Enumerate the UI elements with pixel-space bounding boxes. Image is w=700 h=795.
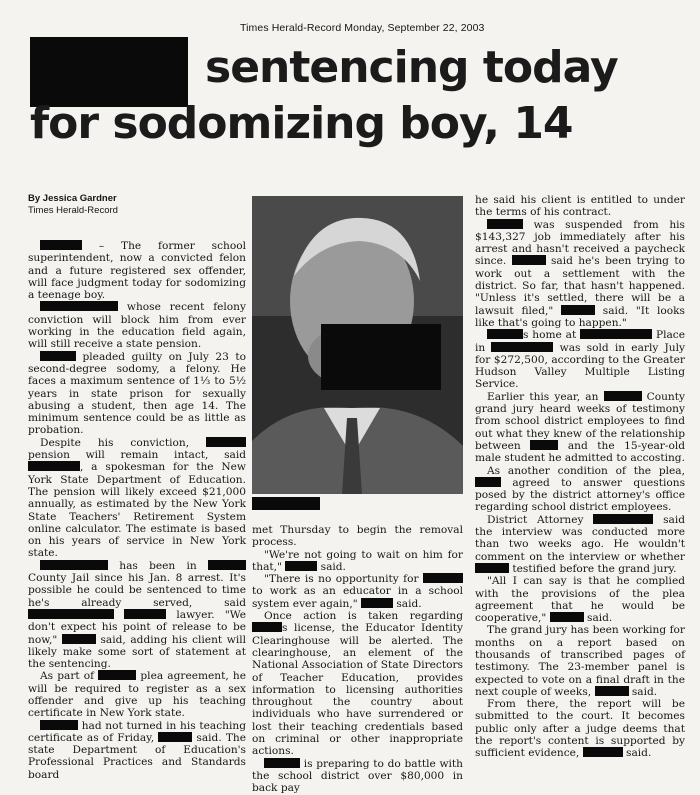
article-text (28, 301, 246, 350)
headline (30, 40, 690, 152)
article-text: and the 15-year-old male student he admitted to accosting. (475, 439, 685, 465)
article-text (475, 465, 685, 514)
redaction-bar (264, 758, 300, 768)
article-text: he said his client is entitled to under the terms of his contract. (475, 194, 685, 219)
article-text (252, 573, 463, 610)
article-text: As part of (40, 670, 99, 683)
article-text: said the interview was conducted more than two weeks ago. He wouldn't comment on the interview or whether (475, 513, 686, 563)
article-text: met Thursday to begin the removal process. (252, 524, 463, 549)
redaction-bar (561, 305, 595, 315)
article-text (252, 549, 463, 574)
article-text: was suspended from his $143,327 job immediately after his arrest and hasn't received a paycheck since. (475, 218, 685, 268)
article-text: , a spokesman for the New York State Department of Education. The pension will likely exceed $21,000 annually, as estimated by the New York State Teachers' Retirement System online calculator. The estimate is based on his years of service in New York state. (28, 461, 246, 560)
redaction-bar (40, 301, 118, 311)
dateline: Times Herald-Record Monday, September 22, 2003 (240, 22, 485, 34)
redaction-bar (595, 686, 629, 696)
article-text: said. (622, 747, 652, 760)
redaction-bar (40, 560, 108, 570)
article-text (28, 670, 246, 719)
article-text: agreed to answer questions posed by the district attorney's office regarding school district employees. (475, 476, 685, 514)
article-text (475, 219, 685, 330)
redaction-bar (361, 598, 393, 608)
redaction-bar (550, 612, 584, 622)
article-text: County Jail since his Jan. 8 arrest. It's possible he could be sentenced to time he's already served, said (28, 572, 246, 609)
article-column-2 (252, 524, 463, 795)
article-text (28, 720, 246, 781)
article-text: lawyer. "We don't expect his point of release to be now," (28, 608, 246, 646)
article-text: whose recent felony conviction will block him from ever working in the education field again, will still receive a state pension. (28, 301, 246, 351)
article-text: From there, the report will be submitted to the court. It becomes public only after a judge deems that the report's content is supported by sufficient evidence, (475, 698, 685, 760)
redaction-bar (208, 560, 246, 570)
article-text: County grand jury heard weeks of testimony from school district employees to find out what they knew of the relationship between (475, 390, 685, 452)
article-text (28, 240, 246, 301)
article-text (28, 437, 246, 560)
redaction-bar (252, 622, 282, 632)
byline-outlet: Times Herald-Record (28, 205, 118, 216)
redaction-bar (28, 461, 80, 471)
article-text: plea agreement, he will be required to register as a sex offender and give up his teaching certificate in New York state. (28, 670, 246, 720)
redaction-bar (40, 351, 76, 361)
article-text: pleaded guilty on July 23 to second-degree sodomy, a felony. He faces a maximum sentence of 1⅓ to 5½ years in state prison for sexually abusing a student, then age 14. The minimum sentence could be as little as probation. (28, 350, 246, 437)
article-text: said he's been trying to work out a settlement with the district. So far, that hasn't happened. "Unless it's settled, there will be a lawsuit filed," (475, 255, 685, 317)
article-text: said. (628, 685, 658, 698)
redaction-bar (62, 634, 96, 644)
redaction-bar (40, 240, 82, 250)
redaction-bar (475, 563, 509, 573)
article-text: "We're not going to wait on him for that," (252, 548, 463, 573)
article-text: "There is no opportunity for (264, 573, 423, 586)
redaction-bar (423, 573, 463, 583)
byline (28, 193, 118, 217)
redaction-bar (124, 609, 166, 619)
byline-author: By Jessica Gardner (28, 193, 117, 204)
redaction-bar (40, 720, 78, 730)
redaction-bar (158, 732, 192, 742)
article-text: was sold in early July for $272,500, according to the Greater Hudson Valley Multiple Listing Service. (475, 341, 685, 391)
redacted-face (321, 324, 441, 390)
article-text: had not turned in his teaching certificate as of Friday, (28, 719, 246, 744)
article-text (475, 329, 685, 390)
article-text: As another condition of the plea, (487, 464, 685, 477)
article-text: said, adding his client will likely make some sort of statement at the sentencing. (28, 633, 246, 671)
headline-line-1: sentencing today (205, 42, 618, 93)
article-text: s home at (523, 329, 581, 342)
article-text (28, 351, 246, 437)
article-text: s license, the Educator Identity Clearinghouse will be alerted. The clearinghouse, an element of the National Association of State Directors of Teacher Education, provides information to licensing authorities throughout the country about individuals who have surrendered or lost their teaching credentials based on criminal or other inappropriate actions. (252, 622, 463, 758)
article-column-1 (28, 240, 246, 781)
article-text: – The former school superintendent, now a convicted felon and a future registered sex offender, will face judgment today for sodomizing a teenage boy. (28, 240, 246, 302)
article-text: Once action is taken regarding (264, 610, 463, 623)
redaction-bar (580, 329, 652, 339)
redaction-bar (487, 329, 523, 339)
article-text: said. "It looks like that's going to happen." (475, 304, 685, 329)
article-text: testified before the grand jury. (509, 562, 677, 575)
article-text: "All I can say is that he complied with the provisions of the plea agreement that he would be cooperative," (475, 575, 685, 625)
article-text (475, 514, 685, 575)
redaction-bar (512, 255, 546, 265)
article-text: Earlier this year, an (487, 390, 604, 403)
article-text (252, 610, 463, 758)
article-text (475, 624, 685, 698)
headline-line-2: for sodomizing boy, 14 (30, 98, 573, 149)
article-text: is preparing to do battle with the school district over $80,000 in back pay (252, 757, 463, 795)
redaction-bar (583, 747, 623, 757)
article-text: has been in (108, 559, 208, 572)
redaction-bar (475, 477, 501, 487)
redaction-bar (604, 391, 642, 401)
redaction-bar (593, 514, 653, 524)
article-text (28, 560, 246, 671)
redaction-bar (206, 437, 246, 447)
article-text: said. (317, 560, 346, 573)
article-text (475, 391, 685, 465)
article-text: The grand jury has been working for months on a report based on thousands of transcribed pages of testimony. The 23-member panel is expected to vote on a final draft in the next couple of weeks, (475, 624, 685, 698)
redaction-bar (530, 440, 558, 450)
article-text (252, 758, 463, 795)
redaction-bar (98, 670, 136, 680)
redaction-bar (487, 219, 523, 229)
article-text: Place in (475, 329, 685, 354)
article-text: District Attorney (487, 513, 594, 526)
redacted-photo-caption (252, 497, 320, 510)
article-column-3 (475, 194, 685, 760)
article-text: said. The state Department of Education's Professional Practices and Standards board (28, 731, 246, 781)
redaction-bar (28, 609, 114, 619)
article-text: to work as an educator in a school system ever again," (252, 585, 463, 610)
redaction-bar (285, 561, 317, 571)
redaction-bar (491, 342, 553, 352)
article-text: said. (583, 612, 613, 625)
article-text: pension will remain intact, said (28, 449, 246, 462)
article-text (475, 698, 685, 759)
article-text (475, 575, 685, 624)
article-text: said. (392, 597, 422, 610)
article-text: Despite his conviction, (40, 436, 206, 449)
